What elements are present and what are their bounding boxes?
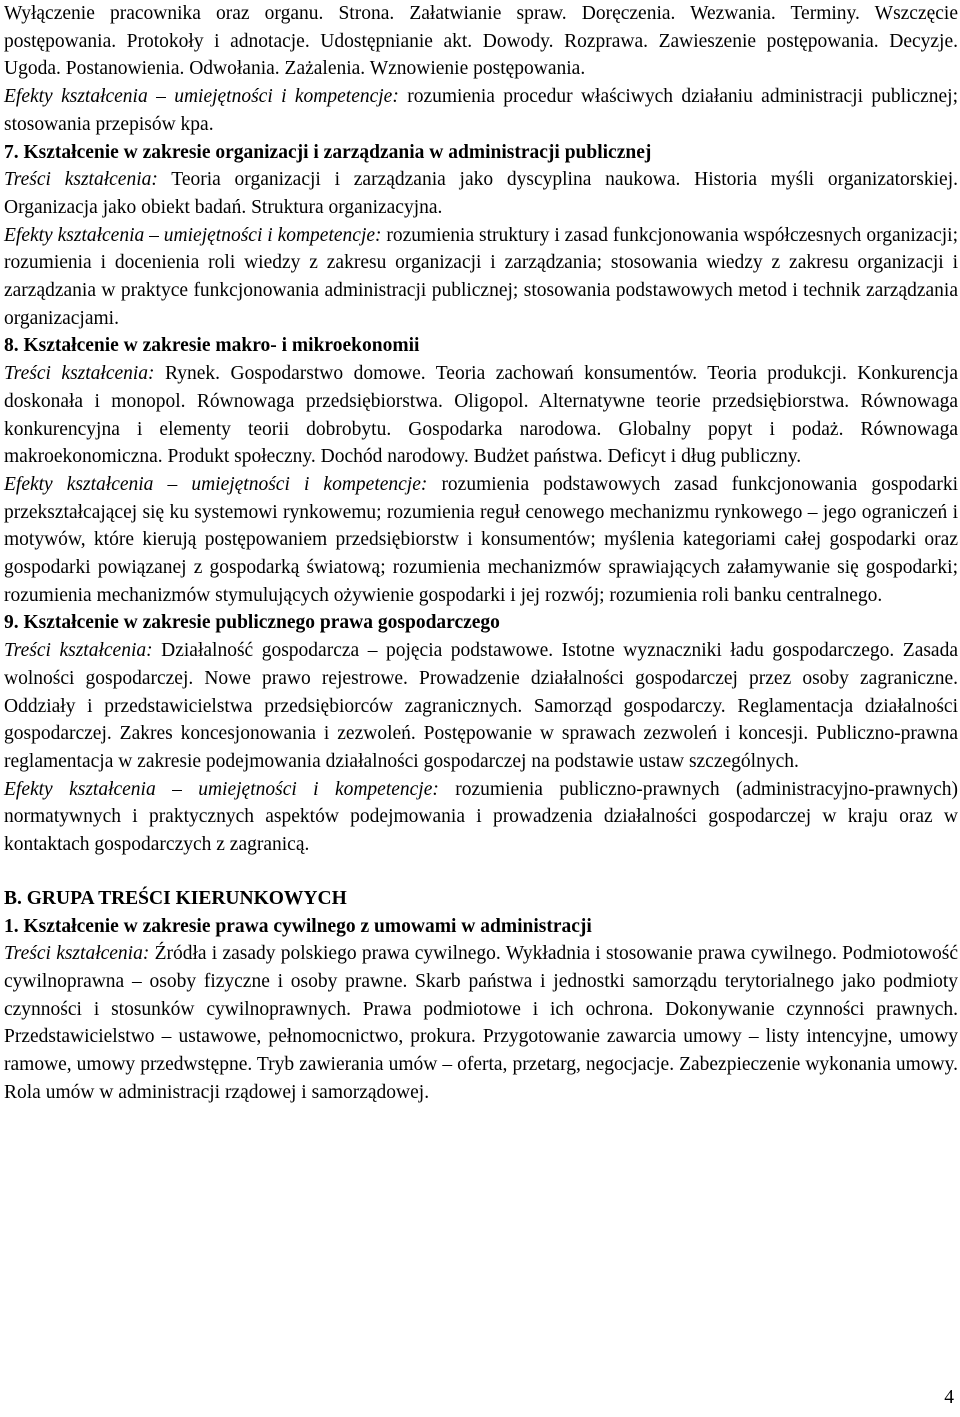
paragraph: Treści kształcenia: Źródła i zasady polskiego prawa cywilnego. Wykładnia i stosowanie prawa cywilnego. Podmiotowość cywilnoprawna – osoby fizyczne i osoby prawne. Skarb państwa i jednostki samorządu terytorialnego jako podmioty czynności i stosunków cywilnoprawnych. Prawa podmiotowe i ich ochrona. Dokonywanie czynności prawnych. Przedstawicielstwo – ustawowe, pełnomocnictwo, prokura. Przygotowanie zawarcia umowy – listy intencyjne, umowy ramowe, umowy przedwstępne. Tryb zawierania umów – oferta, przetarg, negocjacje. Zabezpieczenie wykonania umowy. Rola umów w administracji rządowej i samorządowej.: [4, 943, 959, 1103]
paragraph: Treści kształcenia: Teoria organizacji i zarządzania jako dyscyplina naukowa. Historia myśli organizatorskiej. Organizacja jako obiekt badań. Struktura organizacyjna.: [4, 169, 958, 218]
paragraph: Treści kształcenia: Działalność gospodarcza – pojęcia podstawowe. Istotne wyznaczniki ładu gospodarczego. Zasada wolności gospodarczej. Nowe prawo rejestrowe. Prowadzenie działalności gospodarczej przez osoby zagraniczne. Oddziały i przedstawicielstwa przedsiębiorców zagranicznych. Samorząd gospodarczy. Reglamentacja działalności gospodarczej. Zakres koncesjonowania i zezwoleń. Postępowanie w sprawach zezwoleń i koncesji. Publiczno-prawna reglamentacja w zakresie podejmowania działalności gospodarczej na podstawie ustaw szczególnych.: [4, 640, 958, 772]
b8: [4, 609, 958, 637]
b12: [4, 885, 958, 913]
page-number: 4: [944, 1387, 954, 1408]
b13: [4, 913, 958, 941]
b1: [4, 83, 958, 138]
section-heading: 9. Kształcenie w zakresie publicznego prawa gospodarczego: [4, 612, 500, 634]
b2: [4, 139, 958, 167]
b14: [4, 940, 958, 1106]
paragraph-lead: Efekty kształcenia – umiejętności i kompetencje:: [4, 86, 399, 108]
section-heading: 1. Kształcenie w zakresie prawa cywilnego z umowami w administracji: [4, 915, 592, 937]
b3: [4, 166, 958, 221]
paragraph-lead: Treści kształcenia:: [4, 943, 150, 965]
paragraph: Treści kształcenia: Rynek. Gospodarstwo domowe. Teoria zachowań konsumentów. Teoria produkcji. Konkurencja doskonała i monopol. Równowaga przedsiębiorstwa. Oligopol. Alternatywne teorie przedsiębiorstwa. Równowaga konkurencyjna i elementy teorii dobrobytu. Gospodarka narodowa. Globalny popyt i podaż. Równowaga makroekonomiczna. Produkt społeczny. Dochód narodowy. Budżet państwa. Deficyt i dług publiczny.: [4, 363, 959, 468]
paragraph-lead: Efekty kształcenia – umiejętności i kompetencje:: [4, 224, 382, 246]
document-page: [4, 0, 958, 1106]
section-heading: 7. Kształcenie w zakresie organizacji i zarządzania w administracji publicznej: [4, 141, 652, 163]
paragraph: Efekty kształcenia – umiejętności i kompetencje: rozumienia struktury i zasad funkcjonowania współczesnych organizacji; rozumienia i docenienia roli wiedzy z zakresu organizacji i zarządzania; stosowania wiedzy z zakresu organizacji i zarządzania w praktyce funkcjonowania administracji publicznej; stosowania podstawowych metod i technik zarządzania organizacjami.: [4, 224, 958, 329]
section-gap: [4, 859, 958, 885]
paragraph: Efekty kształcenia – umiejętności i kompetencje: rozumienia publiczno-prawnych (administracyjno-prawnych) normatywnych i praktycznych aspektów podejmowania i prowadzenia działalności gospodarczej w kraju oraz w kontaktach gospodarczych z zagranicą.: [4, 778, 958, 856]
paragraph-lead: Treści kształcenia:: [4, 363, 155, 385]
b4: [4, 222, 958, 333]
b5: [4, 332, 958, 360]
b7: [4, 471, 958, 610]
b0: [4, 0, 958, 83]
paragraph-lead: Efekty kształcenia – umiejętności i kompetencje:: [4, 473, 428, 495]
b10: [4, 776, 958, 859]
paragraph: Efekty kształcenia – umiejętności i kompetencje: rozumienia procedur właściwych działaniu administracji publicznej; stosowania przepisów kpa.: [4, 86, 958, 135]
group-heading: B. GRUPA TREŚCI KIERUNKOWYCH: [4, 887, 347, 909]
paragraph-lead: Efekty kształcenia – umiejętności i kompetencje:: [4, 778, 439, 800]
paragraph-lead: Treści kształcenia:: [4, 169, 158, 191]
paragraph-lead: Treści kształcenia:: [4, 640, 153, 662]
paragraph: Efekty kształcenia – umiejętności i kompetencje: rozumienia podstawowych zasad funkcjonowania gospodarki przekształcającej się ku systemowi rynkowemu; rozumienia reguł cenowego mechanizmu rynkowego – jego ograniczeń i motywów, które kierują postępowaniem przedsiębiorstw i konsumentów; myślenia kategoriami całej gospodarki oraz gospodarki powiązanej z gospodarką światową; rozumienia mechanizmów sprawiających załamywanie się gospodarki; rozumienia mechanizmów stymulujących ożywienie gospodarki i jej rozwój; rozumienia roli banku centralnego.: [4, 473, 958, 606]
section-heading: 8. Kształcenie w zakresie makro- i mikroekonomii: [4, 335, 420, 357]
b9: [4, 637, 958, 776]
paragraph: Wyłączenie pracownika oraz organu. Strona. Załatwianie spraw. Doręczenia. Wezwania. Terminy. Wszczęcie postępowania. Protokoły i adnotacje. Udostępnianie akt. Dowody. Rozprawa. Zawieszenie postępowania. Decyzje. Ugoda. Postanowienia. Odwołania. Zażalenia. Wznowienie postępowania.: [4, 3, 958, 80]
b6: [4, 360, 958, 471]
